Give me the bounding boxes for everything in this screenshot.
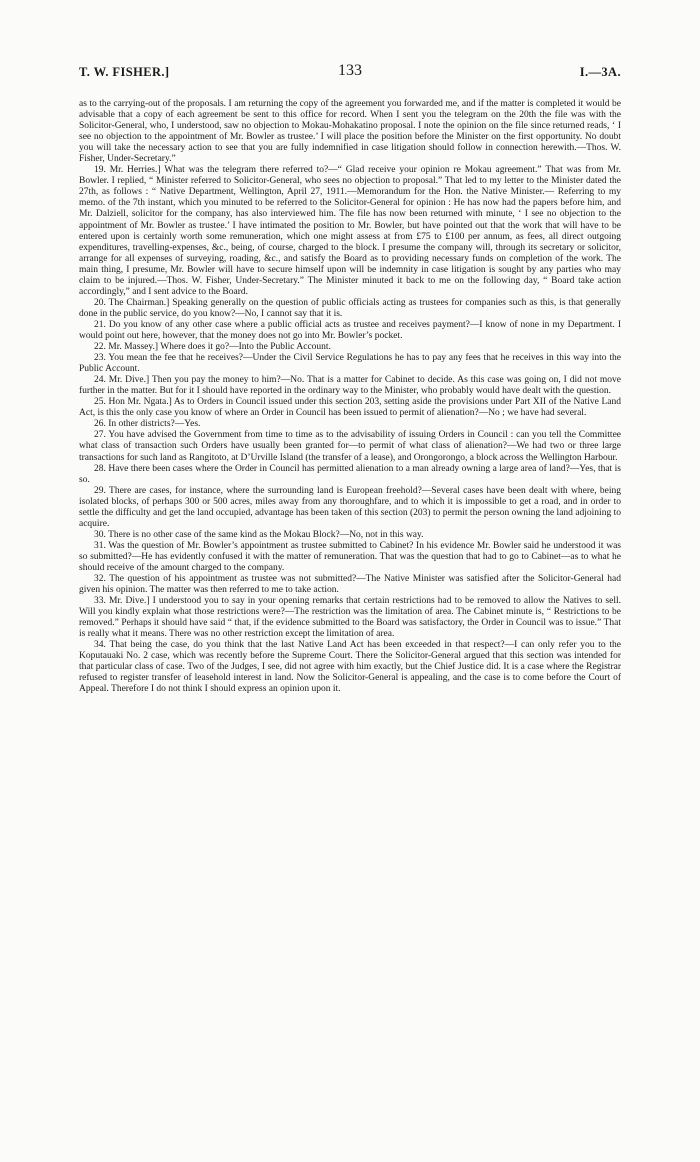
paragraph-28: 28. Have there been cases where the Order in Council has permitted alienation to a man already owning a large area of land?—Yes, that is so. <box>79 463 621 485</box>
paragraph-27: 27. You have advised the Government from time to time as to the advisability of issuing Orders in Council : can you tell the Committee what class of transaction such Orders have usually been granted for—to permit of what class of alienation?—We had two or three large transactions for such land as Rangitoto, at D’Urville Island (the transfer of a lease), and Orongorongo, a block across the Wellington Harbour. <box>79 430 621 463</box>
paragraph-32: 32. The question of his appointment as trustee was not submitted?—The Native Minister was satisfied after the Solicitor-General had given his opinion. The matter was then referred to me to take action. <box>79 574 621 596</box>
paragraph-21: 21. Do you know of any other case where a public official acts as trustee and receives payment?—I know of none in my Department. I would point out here, however, that the money does not go into Mr. Bowler’s pocket. <box>79 319 621 341</box>
paragraph-24: 24. Mr. Dive.] Then you pay the money to him?—No. That is a matter for Cabinet to decide. As this case was going on, I did not move further in the matter. But for it I should have reported in the ordinary way to the Minister, who probably would have dealt with the question. <box>79 375 621 397</box>
paragraph-30: 30. There is no other case of the same kind as the Mokau Block?—No, not in this way. <box>94 529 424 540</box>
page-body <box>79 99 621 696</box>
paragraph-31: 31. Was the question of Mr. Bowler’s appointment as trustee submitted to Cabinet? In his evidence Mr. Bowler said he understood it was so submitted?—He has evidently confused it with the matter of remuneration. That was the question that had to go to Cabinet—as to what he should receive of the amount charged to the company. <box>79 540 621 573</box>
paragraph-26: 26. In other districts?—Yes. <box>94 419 201 430</box>
paragraph-33: 33. Mr. Dive.] I understood you to say in your opening remarks that certain restrictions had to be removed to allow the Natives to sell. Will you kindly explain what those restrictions were?—The restriction was the limitation of area. The Cabinet minute is, “ Restrictions to be removed.” Perhaps it should have said “ that, if the evidence submitted to the Board was satisfactory, the Order in Council was to issue.” That is really what it means. There was no other restriction except the limitation of area. <box>79 596 621 640</box>
page-header <box>79 62 621 84</box>
page-number: 133 <box>338 62 362 79</box>
paragraph-29: 29. There are cases, for instance, where the surrounding land is European freehold?—Several cases have been dealt with where, being isolated blocks, of perhaps 300 or 500 acres, miles away from any thoroughfare, and to which it is impossible to get a road, and in order to settle the difficulty and get the land occupied, advantage has been taken of this section (203) to permit the person owning the land adjoining to acquire. <box>79 485 621 529</box>
header-paper-reference: I.—3A. <box>579 65 621 79</box>
paragraph-20: 20. The Chairman.] Speaking generally on the question of public officials acting as trustees for companies such as this, is that generally done in the public service, do you know?—No, I cannot say that it is. <box>79 297 621 319</box>
paragraph-25: 25. Hon Mr. Ngata.] As to Orders in Council issued under this section 203, setting aside the provisions under Part XII of the Native Land Act, is this the only case you know of where an Order in Council has been issued to permit of alienation?—No ; we have had several. <box>79 397 621 419</box>
paragraph-22: 22. Mr. Massey.] Where does it go?—Into the Public Account. <box>94 342 331 353</box>
paragraph-continued: as to the carrying-out of the proposals. I am returning the copy of the agreement you forwarded me, and if the matter is completed it would be advisable that a copy of each agreement be sent to this office for record. When I sent you the telegram on the 20th the file was with the Solicitor-General, who, I understood, saw no objection to Mokau-Mohakatino proposal. I note the opinion on the file since returned reads, ‘ I see no objection to the appointment of Mr. Bowler as trustee.’ I will place the position before the Minister on the first opportunity. No doubt you will take the necessary action to see that you are fully indemnified in case litigation should follow in connection herewith.—Thos. W. Fisher, Under-Secretary.” <box>79 99 621 165</box>
paragraph-23: 23. You mean the fee that he receives?—Under the Civil Service Regulations he has to pay any fees that he receives in this way into the Public Account. <box>79 353 621 375</box>
paragraph-19: 19. Mr. Herries.] What was the telegram there referred to?—“ Glad receive your opinion re Mokau agreement.” That was from Mr. Bowler. I replied, “ Minister referred to Solicitor-General, who sees no objection to proposal.” That led to my letter to the Minister dated the 27th, as follows : “ Native Department, Wellington, April 27, 1911.—Memorandum for the Hon. the Native Minister.— Referring to my memo. of the 7th instant, which you minuted to be referred to the Solicitor-General for opinion : He has now had the papers before him, and Mr. Dalziell, solicitor for the company, has also interviewed him. The file has now been returned with minute, ‘ I see no objection to the appointment of Mr. Bowler as trustee.’ I have intimated the position to Mr. Bowler, but have pointed out that the work that will have to be entered upon is certainly worth some remuneration, which one might assess at from £75 to £100 per annum, as fees, all direct outgoing expenditures, travelling-expenses, &c., being, of course, charged to the block. I presume the company will, through its secretary or solicitor, arrange for all expenses of surveying, roading, &c., and satisfy the Board as to providing necessary funds on completion of the work. The main thing, I presume, Mr. Bowler will have to secure himself upon will be indemnity in case litigation is sought by any parties who may claim to be injured.—Thos. W. Fisher, Under-Secretary.” The Minister minuted it back to me on the following day, “ Board take action accordingly,” and I sent advice to the Board. <box>79 165 621 297</box>
header-witness-name: T. W. FISHER.] <box>79 65 170 79</box>
paragraph-34: 34. That being the case, do you think that the last Native Land Act has been exceeded in that respect?—I can only refer you to the Koputauaki No. 2 case, which was recently before the Supreme Court. There the Solicitor-General argued that this section was intended for that particular class of case. Two of the Judges, I see, did not agree with him exactly, but the Chief Justice did. It is a case where the Registrar refused to register transfer of leasehold interest in land. Now the Solicitor-General is appealing, and the case is to come before the Court of Appeal. Therefore I do not think I should express an opinion upon it. <box>79 640 621 695</box>
